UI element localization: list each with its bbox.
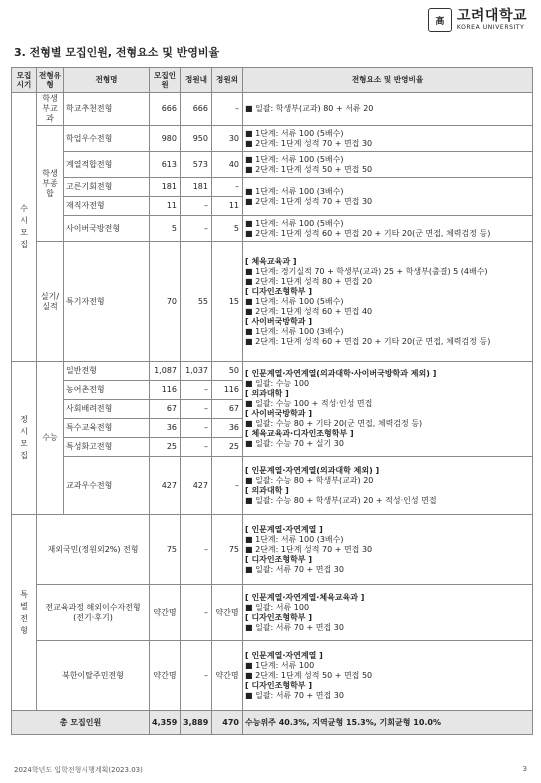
type-label: 실기/실적	[37, 242, 64, 362]
out-quota-count: 36	[212, 419, 243, 438]
group-label-teukbyeol: 특별전형	[20, 589, 28, 635]
criteria-cell	[243, 515, 533, 585]
criteria-heading: [ 인문계열·자연계열(의과대학·사이버국방학과 제외) ]	[245, 369, 437, 378]
total-count: 70	[150, 242, 181, 362]
criteria-line: ■ 일괄: 수능 80 + 학생부(교과) 20 + 적성·인성 면접	[245, 495, 437, 505]
table-row	[12, 178, 533, 197]
criteria-heading: [ 의과대학 ]	[245, 485, 289, 495]
program-name: 학업우수전형	[64, 126, 150, 152]
in-quota-count: –	[181, 641, 212, 711]
page-number: 3	[522, 765, 527, 773]
program-name: 사회배려전형	[64, 400, 150, 419]
total-row	[12, 711, 533, 735]
in-quota-count: –	[181, 515, 212, 585]
criteria-cell: ■ 1단계: 서류 100 (5배수) ■ 2단계: 1단계 성적 70 + 면접 30	[243, 126, 533, 152]
criteria-heading: [ 디자인조형학부 ]	[245, 286, 312, 296]
in-quota-count: –	[181, 419, 212, 438]
total-count: 11	[150, 197, 181, 216]
criteria-heading: [ 사이버국방학과 ]	[245, 316, 312, 326]
criteria-heading: [ 인문계열·자연계열 ]	[245, 650, 323, 660]
group-label-jeongsi: 정시모집	[20, 415, 28, 460]
criteria-cell: ■ 1단계: 서류 100 (5배수) ■ 2단계: 1단계 성적 50 + 면접 50	[243, 152, 533, 178]
total-count: 약간명	[150, 585, 181, 641]
total-count: 67	[150, 400, 181, 419]
logo-subtext: KOREA UNIVERSITY	[456, 24, 525, 31]
criteria-line: ■ 1단계: 서류 100 (3배수)	[245, 326, 344, 336]
criteria-line: ■ 일괄: 서류 70 + 면접 30	[245, 564, 344, 574]
criteria-heading: [ 인문계열·자연계열·체육교육과 ]	[245, 592, 365, 602]
criteria-line: ■ 2단계: 1단계 성적 50 + 면접 50	[245, 670, 373, 680]
in-quota-count: –	[181, 438, 212, 457]
in-quota-count: –	[181, 400, 212, 419]
criteria-line: ■ 일괄: 서류 70 + 면접 30	[245, 622, 344, 632]
criteria-heading: [ 인문계열·자연계열 ]	[245, 524, 323, 534]
table-row	[12, 152, 533, 178]
admission-table	[11, 67, 533, 735]
type-label: 수능	[37, 362, 64, 515]
in-quota-count: 181	[181, 178, 212, 197]
criteria-cell	[243, 585, 533, 641]
total-count: 613	[150, 152, 181, 178]
in-quota-count: 427	[181, 457, 212, 515]
out-quota-count: 5	[212, 216, 243, 242]
in-quota-count: –	[181, 216, 212, 242]
out-quota-count: 116	[212, 381, 243, 400]
total-label: 총 모집인원	[12, 711, 150, 735]
group-label-susi: 수시모집	[20, 204, 28, 249]
program-name: 고른기회전형	[64, 178, 150, 197]
in-quota-count: 666	[181, 93, 212, 126]
total-count: 427	[150, 457, 181, 515]
total-count: 1,087	[150, 362, 181, 381]
criteria-line: ■ 2단계: 1단계 성적 70 + 면접 30	[245, 544, 373, 554]
program-name: 학교추천전형	[64, 93, 150, 126]
type-label: 학생부교과	[37, 93, 64, 126]
program-name: 사이버국방전형	[64, 216, 150, 242]
program-name: 교과우수전형	[64, 457, 150, 515]
criteria-heading: [ 디자인조형학부 ]	[245, 680, 312, 690]
in-quota-count: 1,037	[181, 362, 212, 381]
logo-text: 고려대학교	[456, 8, 527, 24]
criteria-heading: [ 디자인조형학부 ]	[245, 554, 312, 564]
program-name: 재외국민(정원외2%) 전형	[37, 515, 150, 585]
university-logo	[428, 8, 527, 32]
in-quota-count: 3,889	[181, 711, 212, 735]
type-label: 학생부종합	[37, 126, 64, 242]
out-quota-count: 30	[212, 126, 243, 152]
criteria-heading: [ 체육교육과·디자인조형학부 ]	[245, 429, 354, 438]
criteria-cell: ■ 1단계: 서류 100 (5배수) ■ 2단계: 1단계 성적 60 + 면접 20 + 기타 20(군 면접, 체력검정 등)	[243, 216, 533, 242]
program-name: 전교육과정 해외이수자전형 (전기·후기)	[37, 585, 150, 641]
out-quota-count: 약간명	[212, 641, 243, 711]
criteria-cell	[243, 457, 533, 515]
criteria-heading: [ 체육교육과 ]	[245, 256, 297, 266]
criteria-cell	[243, 242, 533, 362]
criteria-line: ■ 일괄: 수능 80 + 기타 20(군 면접, 체력검정 등)	[245, 419, 423, 428]
criteria-line: ■ 1단계: 서류 100 (3배수)	[245, 534, 344, 544]
out-quota-count: 75	[212, 515, 243, 585]
criteria-heading: [ 디자인조형학부 ]	[245, 612, 312, 622]
out-quota-count: 50	[212, 362, 243, 381]
criteria-line: ■ 2단계: 1단계 성적 60 + 면접 40	[245, 306, 373, 316]
out-quota-count: 25	[212, 438, 243, 457]
table-row	[12, 585, 533, 641]
section-title: 3. 전형별 모집인원, 전형요소 및 반영비율	[14, 46, 220, 59]
table-row	[12, 126, 533, 152]
criteria-line: ■ 2단계: 1단계 성적 60 + 면접 20 + 기타 20(군 면접, 체력검정 등)	[245, 336, 491, 346]
total-count: 36	[150, 419, 181, 438]
col-header-period: 모집시기	[12, 68, 37, 93]
out-quota-count: 11	[212, 197, 243, 216]
col-header-name: 전형명	[64, 68, 150, 93]
table-row	[12, 216, 533, 242]
col-header-total: 모집인원	[150, 68, 181, 93]
in-quota-count: 55	[181, 242, 212, 362]
criteria-line: ■ 일괄: 수능 100 + 적성·인성 면접	[245, 399, 373, 408]
total-count: 181	[150, 178, 181, 197]
table-row	[12, 93, 533, 126]
in-quota-count: 950	[181, 126, 212, 152]
program-name: 계열적합전형	[64, 152, 150, 178]
ratio-note: 수능위주 40.3%, 지역균형 15.3%, 기회균형 10.0%	[243, 711, 533, 735]
criteria-line: ■ 1단계: 경기실적 70 + 학생부(교과) 25 + 학생부(출결) 5 (4배수)	[245, 266, 488, 276]
criteria-cell	[243, 362, 533, 457]
crest-icon: 高	[428, 8, 452, 32]
criteria-heading: [ 인문계열·자연계열(의과대학 제외) ]	[245, 465, 380, 475]
in-quota-count: –	[181, 585, 212, 641]
table-row	[12, 242, 533, 362]
criteria-line: ■ 1단계: 서류 100 (5배수)	[245, 296, 344, 306]
in-quota-count: –	[181, 197, 212, 216]
out-quota-count: 67	[212, 400, 243, 419]
col-header-type: 전형유형	[37, 68, 64, 93]
total-count: 75	[150, 515, 181, 585]
out-quota-count: –	[212, 178, 243, 197]
col-header-in-quota: 정원내	[181, 68, 212, 93]
criteria-line: ■ 일괄: 서류 100	[245, 602, 310, 612]
in-quota-count: –	[181, 381, 212, 400]
program-name: 일반전형	[64, 362, 150, 381]
table-row	[12, 515, 533, 585]
criteria-line: ■ 일괄: 수능 100	[245, 379, 310, 388]
out-quota-count: –	[212, 93, 243, 126]
total-count: 980	[150, 126, 181, 152]
program-name: 특수교육전형	[64, 419, 150, 438]
program-name: 특기자전형	[64, 242, 150, 362]
criteria-line: ■ 일괄: 수능 80 + 학생부(교과) 20	[245, 475, 374, 485]
out-quota-count: 470	[212, 711, 243, 735]
criteria-line: ■ 일괄: 서류 70 + 면접 30	[245, 690, 344, 700]
out-quota-count: 약간명	[212, 585, 243, 641]
table-row	[12, 457, 533, 515]
out-quota-count: –	[212, 457, 243, 515]
program-name: 특성화고전형	[64, 438, 150, 457]
table-row	[12, 641, 533, 711]
criteria-cell	[243, 641, 533, 711]
criteria-cell: ■ 1단계: 서류 100 (3배수) ■ 2단계: 1단계 성적 70 + 면접 30	[243, 178, 533, 216]
footer-text: 2024학년도 입학전형시행계획(2023.03)	[14, 766, 143, 774]
total-count: 5	[150, 216, 181, 242]
criteria-cell: ■ 일괄: 학생부(교과) 80 + 서류 20	[243, 93, 533, 126]
criteria-line: ■ 일괄: 수능 70 + 실기 30	[245, 439, 344, 448]
out-quota-count: 15	[212, 242, 243, 362]
total-count: 4,359	[150, 711, 181, 735]
program-name: 재직자전형	[64, 197, 150, 216]
table-row	[12, 362, 533, 381]
total-count: 약간명	[150, 641, 181, 711]
criteria-line: ■ 1단계: 서류 100	[245, 660, 315, 670]
col-header-out-quota: 정원외	[212, 68, 243, 93]
program-name: 북한이탈주민전형	[37, 641, 150, 711]
out-quota-count: 40	[212, 152, 243, 178]
col-header-criteria: 전형요소 및 반영비율	[243, 68, 533, 93]
total-count: 116	[150, 381, 181, 400]
total-count: 25	[150, 438, 181, 457]
criteria-line: ■ 2단계: 1단계 성적 80 + 면접 20	[245, 276, 373, 286]
program-name: 농어촌전형	[64, 381, 150, 400]
in-quota-count: 573	[181, 152, 212, 178]
criteria-heading: [ 사이버국방학과 ]	[245, 409, 312, 418]
criteria-heading: [ 의과대학 ]	[245, 389, 289, 398]
total-count: 666	[150, 93, 181, 126]
